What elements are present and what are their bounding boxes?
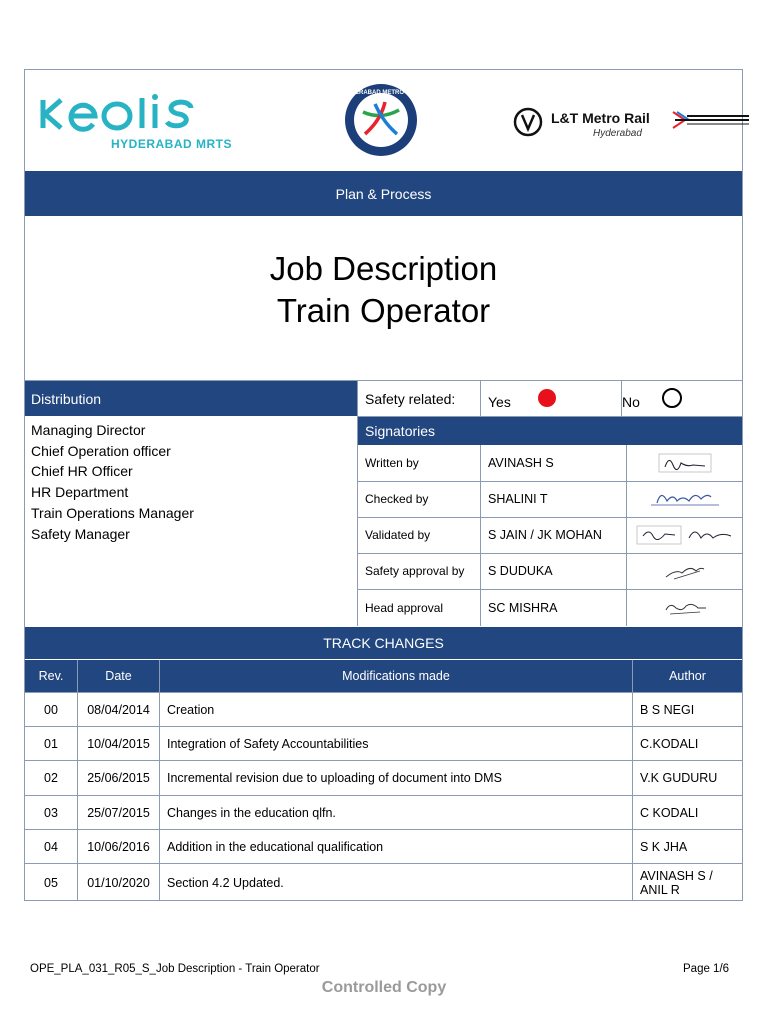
table-cell-date: 25/06/2015 xyxy=(87,771,150,785)
signatory-role: Head approval xyxy=(365,600,444,615)
safety-yes-option xyxy=(481,381,621,416)
track-changes-heading: TRACK CHANGES xyxy=(25,627,742,659)
keolis-logo xyxy=(39,94,232,151)
distribution-item: Chief HR Officer xyxy=(31,463,133,480)
table-cell-date: 25/07/2015 xyxy=(87,806,150,820)
distribution-item: Chief Operation officer xyxy=(31,442,171,459)
footer-document-id: OPE_PLA_031_R05_S_Job Description - Train Operator xyxy=(30,963,320,975)
signature-graphic xyxy=(635,522,735,548)
document-title xyxy=(25,216,742,381)
column-header-modifications: Modifications made xyxy=(160,660,632,692)
table-cell-rev: 01 xyxy=(44,737,58,751)
table-cell-rev: 05 xyxy=(44,875,58,890)
grid-line xyxy=(25,795,742,796)
signatory-role: Checked by xyxy=(365,492,429,506)
distribution-item: Safety Manager xyxy=(31,525,130,542)
signature-graphic xyxy=(660,596,710,620)
signatory-role: Safety approval by xyxy=(365,564,465,578)
table-cell-author: B S NEGI xyxy=(640,703,695,717)
grid-line xyxy=(25,760,742,761)
distribution-heading: Distribution xyxy=(25,381,357,416)
signature-image xyxy=(627,517,742,553)
table-cell-mod: Creation xyxy=(167,703,215,717)
signatory-name: S JAIN / JK MOHAN xyxy=(488,528,602,542)
table-cell-mod: Integration of Safety Accountabilities xyxy=(167,737,369,751)
grid-line xyxy=(25,726,742,727)
table-cell-date: 08/04/2014 xyxy=(87,703,150,717)
signature-image xyxy=(627,553,742,589)
keolis-subtitle: HYDERABAD MRTS xyxy=(111,137,232,151)
lt-metro-subtitle: Hyderabad xyxy=(593,128,642,139)
table-cell-mod: Addition in the educational qualification xyxy=(167,840,384,854)
hmr-seal-graphic xyxy=(341,82,421,158)
table-cell-author: C.KODALI xyxy=(640,737,699,751)
signature-graphic xyxy=(660,559,710,583)
table-cell-date: 10/04/2015 xyxy=(87,737,150,751)
signatory-role: Written by xyxy=(365,456,419,470)
table-cell-mod: Changes in the education qlfn. xyxy=(167,806,336,820)
title-line-2: Train Operator xyxy=(276,292,491,329)
signatory-role: Validated by xyxy=(365,528,431,542)
plan-process-band: Plan & Process xyxy=(25,171,742,216)
grid-line xyxy=(77,660,78,901)
table-cell-mod: Incremental revision due to uploading of document into DMS xyxy=(167,771,502,785)
keolis-wordmark-graphic xyxy=(39,94,229,134)
table-cell-date: 10/06/2016 xyxy=(87,840,150,854)
signatory-name: SHALINI T xyxy=(488,492,548,506)
signature-image xyxy=(627,481,742,517)
controlled-copy-watermark: Controlled Copy xyxy=(321,979,447,996)
grid-line xyxy=(25,863,742,864)
grid-line xyxy=(25,829,742,830)
signature-graphic xyxy=(657,451,713,475)
table-cell-mod: Section 4.2 Updated. xyxy=(167,875,284,890)
table-cell-rev: 02 xyxy=(44,771,58,785)
footer-page-number: Page 1/6 xyxy=(683,963,730,975)
grid-line xyxy=(25,692,742,693)
logo-header xyxy=(25,70,742,171)
safety-related-label: Safety related: xyxy=(365,390,456,407)
column-header-author: Author xyxy=(633,660,742,692)
selected-dot-icon xyxy=(538,389,556,407)
signatory-name: SC MISHRA xyxy=(488,600,558,615)
distribution-item: Managing Director xyxy=(31,422,146,438)
signature-graphic xyxy=(647,485,723,513)
table-cell-author: S K JHA xyxy=(640,840,688,854)
table-cell-rev: 04 xyxy=(44,840,58,854)
column-header-date: Date xyxy=(78,660,159,692)
table-cell-rev: 00 xyxy=(44,703,58,717)
table-cell-author: V.K GUDURU xyxy=(640,771,718,785)
keolis-wordmark xyxy=(39,94,232,141)
signatory-name: S DUDUKA xyxy=(488,564,553,578)
signatory-name: AVINASH S xyxy=(488,456,554,470)
table-cell-author: AVINASH S / ANIL R xyxy=(640,868,713,897)
signatories-heading: Signatories xyxy=(358,417,742,445)
distribution-list xyxy=(31,420,194,544)
signature-image xyxy=(627,445,742,481)
title-line-1: Job Description xyxy=(269,250,498,287)
column-header-rev: Rev. xyxy=(25,660,77,692)
table-cell-rev: 03 xyxy=(44,806,58,820)
distribution-item: Train Operations Manager xyxy=(31,504,194,521)
table-cell-date: 01/10/2020 xyxy=(87,875,150,890)
safety-yes-label: Yes xyxy=(488,393,511,410)
hmr-seal-text: HYDERABAD METRO RAIL xyxy=(342,90,420,96)
safety-no-option xyxy=(622,381,742,416)
grid-line xyxy=(159,660,160,901)
hyderabad-metro-rail-logo xyxy=(341,82,421,163)
distribution-item: HR Department xyxy=(31,484,129,501)
lt-emblem-icon xyxy=(513,107,545,137)
lt-track-graphic xyxy=(671,108,751,132)
signature-image xyxy=(627,589,742,626)
unselected-circle-icon xyxy=(662,388,682,408)
safety-no-label: No xyxy=(622,393,640,410)
lt-metro-name: L&T Metro Rail xyxy=(551,110,650,126)
table-cell-author: C KODALI xyxy=(640,806,699,820)
grid-line xyxy=(632,660,633,901)
